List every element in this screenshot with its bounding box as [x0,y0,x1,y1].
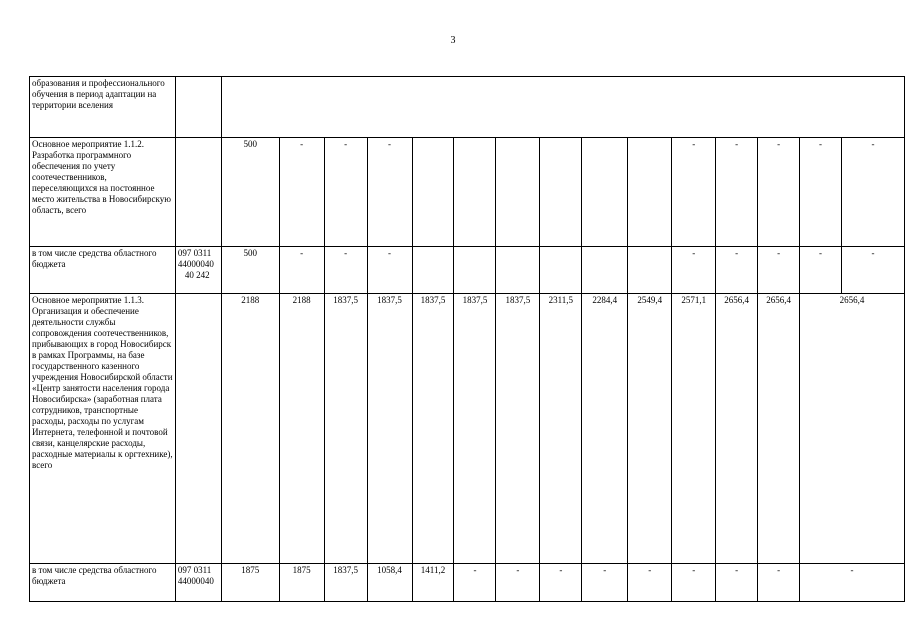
value-cell: 2656,4 [716,294,758,564]
value-cell: - [324,247,367,294]
budget-code-cell [175,247,221,294]
value-cell: 1837,5 [367,294,412,564]
budget-table [29,76,905,602]
value-cell: - [800,247,842,294]
value-cell [540,138,582,247]
budget-code-cell [175,77,221,138]
value-cell: 2188 [221,294,279,564]
budget-code-line: 097 0311 [177,248,212,258]
value-cell: - [758,564,800,602]
value-cell: - [758,247,800,294]
row-description: в том числе средства областного бюджета [30,247,176,294]
table-row [30,138,905,247]
value-cell: 1837,5 [412,294,454,564]
value-cell [628,247,672,294]
value-cell: 2656,4 [800,294,905,564]
value-cell: 2188 [279,294,324,564]
value-cell: 1058,4 [367,564,412,602]
value-cell: 2656,4 [758,294,800,564]
budget-code-cell [175,564,221,602]
value-cell: - [628,564,672,602]
value-cell: - [800,138,842,247]
budget-code-cell [175,294,221,564]
value-cell: - [367,138,412,247]
row-description: Основное мероприятие 1.1.2. Разработка программного обеспечения по учету соотечественников, переселяющихся на постоянное место жительства в Новосибирскую область, всего [30,138,176,247]
table-row [30,77,905,138]
budget-code-cell [175,138,221,247]
value-cell: 1875 [279,564,324,602]
value-cell [412,247,454,294]
value-cell [496,247,540,294]
value-cell: - [672,138,716,247]
value-cell: 500 [221,138,279,247]
row-description: образования и профессионального обучения в период адаптации на территории вселения [30,77,176,138]
value-cell: - [842,138,905,247]
row-description: Основное мероприятие 1.1.3. Организация и обеспечение деятельности службы сопровождения соотечественников, прибывающих в город Новосибирск в рамках Программы, на базе государственного казенного учреждения Новосибирской области «Центр занятости населения города Новосибирска» (заработная плата сотрудников, транспортные расходы, расходы по услугам Интернета, телефонной и почтовой связи, канцелярские расходы, расходные материалы к оргтехнике), всего [30,294,176,564]
value-cell: 1837,5 [496,294,540,564]
value-cell: - [454,564,496,602]
value-cell: - [800,564,905,602]
value-cell [454,138,496,247]
value-cell: - [716,138,758,247]
row-description: в том числе средства областного бюджета [30,564,176,602]
page-number: 3 [450,35,456,46]
value-cell [582,138,628,247]
value-cell: - [758,138,800,247]
value-cell: 1837,5 [324,294,367,564]
value-cell: 2284,4 [582,294,628,564]
value-cell: - [279,247,324,294]
value-cell: - [672,247,716,294]
table-row [30,294,905,564]
value-cell [628,138,672,247]
value-cell: - [496,564,540,602]
value-cell: 1837,5 [324,564,367,602]
budget-code-line: 44000040 [177,259,214,269]
value-cell: - [279,138,324,247]
budget-code-line: 097 0311 [177,565,212,575]
budget-code-line: 40 242 [184,270,210,280]
value-cell: - [716,247,758,294]
value-cell [412,138,454,247]
merged-values-cell [221,77,904,138]
value-cell [582,247,628,294]
value-cell [496,138,540,247]
value-cell: 2311,5 [540,294,582,564]
value-cell: - [367,247,412,294]
value-cell [454,247,496,294]
value-cell: 2571,1 [672,294,716,564]
value-cell: - [716,564,758,602]
value-cell: 2549,4 [628,294,672,564]
budget-code-line: 44000040 [177,576,214,586]
value-cell: - [582,564,628,602]
value-cell: - [672,564,716,602]
value-cell: 1837,5 [454,294,496,564]
value-cell: - [540,564,582,602]
value-cell: - [842,247,905,294]
value-cell: 500 [221,247,279,294]
value-cell [540,247,582,294]
table-row [30,247,905,294]
value-cell: 1411,2 [412,564,454,602]
value-cell: 1875 [221,564,279,602]
value-cell: - [324,138,367,247]
table-row [30,564,905,602]
